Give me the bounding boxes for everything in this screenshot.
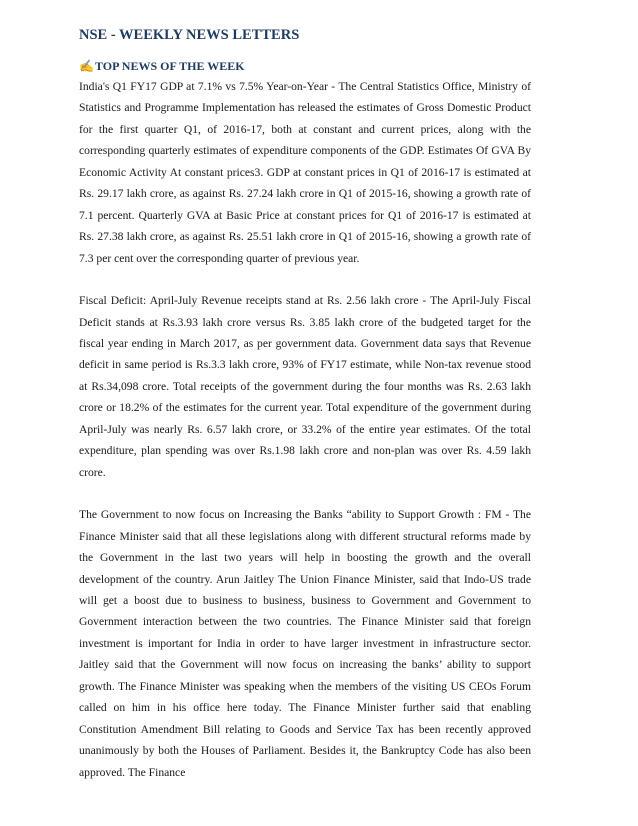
document-page	[79, 24, 531, 783]
paragraph-gap	[79, 483, 531, 504]
writing-hand-icon: ✍	[79, 59, 94, 73]
paragraph-fiscal-deficit: Fiscal Deficit: April-July Revenue receipts stand at Rs. 2.56 lakh crore - The April-July Fiscal Deficit stands at Rs.3.93 lakh crore versus Rs. 3.85 lakh crore of the budgeted target for the fiscal year ending in March 2017, as per government data. Government data says that Revenue deficit in same period is Rs.3.3 lakh crore, 93% of FY17 estimate, while Non-tax revenue stood at Rs.34,098 crore. Total receipts of the government during the four months was Rs. 2.63 lakh crore or 18.2% of the estimates for the current year. Total expenditure of the government during April-July was nearly Rs. 6.57 lakh crore, or 33.2% of the entire year estimates. Of the total expenditure, plan spending was over Rs.1.98 lakh crore and non-plan was over Rs. 4.59 lakh crore.	[79, 294, 531, 479]
section-heading-label: TOP NEWS OF THE WEEK	[95, 59, 245, 73]
page-title: NSE - WEEKLY NEWS LETTERS	[79, 27, 300, 43]
paragraph-gdp: India's Q1 FY17 GDP at 7.1% vs 7.5% Year-on-Year - The Central Statistics Office, Ministry of Statistics and Programme Implementation has released the estimates of Gross Domestic Product for the first quarter Q1, of 2016-17, both at constant and current prices, along with the corresponding quarterly estimates of expenditure components of the GDP. Estimates Of GVA By Economic Activity At constant prices3. GDP at constant prices in Q1 of 2016-17 is estimated at Rs. 29.17 lakh crore, as against Rs. 27.24 lakh crore in Q1 of 2015-16, showing a growth rate of 7.1 percent. Quarterly GVA at Basic Price at constant prices for Q1 of 2016-17 is estimated at Rs. 27.38 lakh crore, as against Rs. 25.51 lakh crore in Q1 of 2015-16, showing a growth rate of 7.3 per cent over the corresponding quarter of previous year.	[79, 80, 531, 265]
paragraph-banks-growth: The Government to now focus on Increasing the Banks “ability to Support Growth : FM - The Finance Minister said that all these legislations along with different structural reforms made by the Government in the last two years will help in boosting the growth and the overall development of the country. Arun Jaitley The Union Finance Minister, said that Indo-US trade will get a boost due to business to business, business to Government and Government to Government interaction between the two countries. The Finance Minister said that foreign investment is important for India in order to have larger investment in infrastructure sector. Jaitley said that the Government will now focus on increasing the banks’ ability to support growth. The Finance Minister was speaking when the members of the visiting US CEOs Forum called on him in his office here today. The Finance Minister further said that enabling Constitution Amendment Bill relating to Goods and Service Tax has been recently approved unanimously by both the Houses of Parliament. Besides it, the Bankruptcy Code has also been approved. The Finance	[79, 508, 531, 779]
section-heading	[79, 56, 531, 76]
paragraph-gap	[79, 269, 531, 290]
